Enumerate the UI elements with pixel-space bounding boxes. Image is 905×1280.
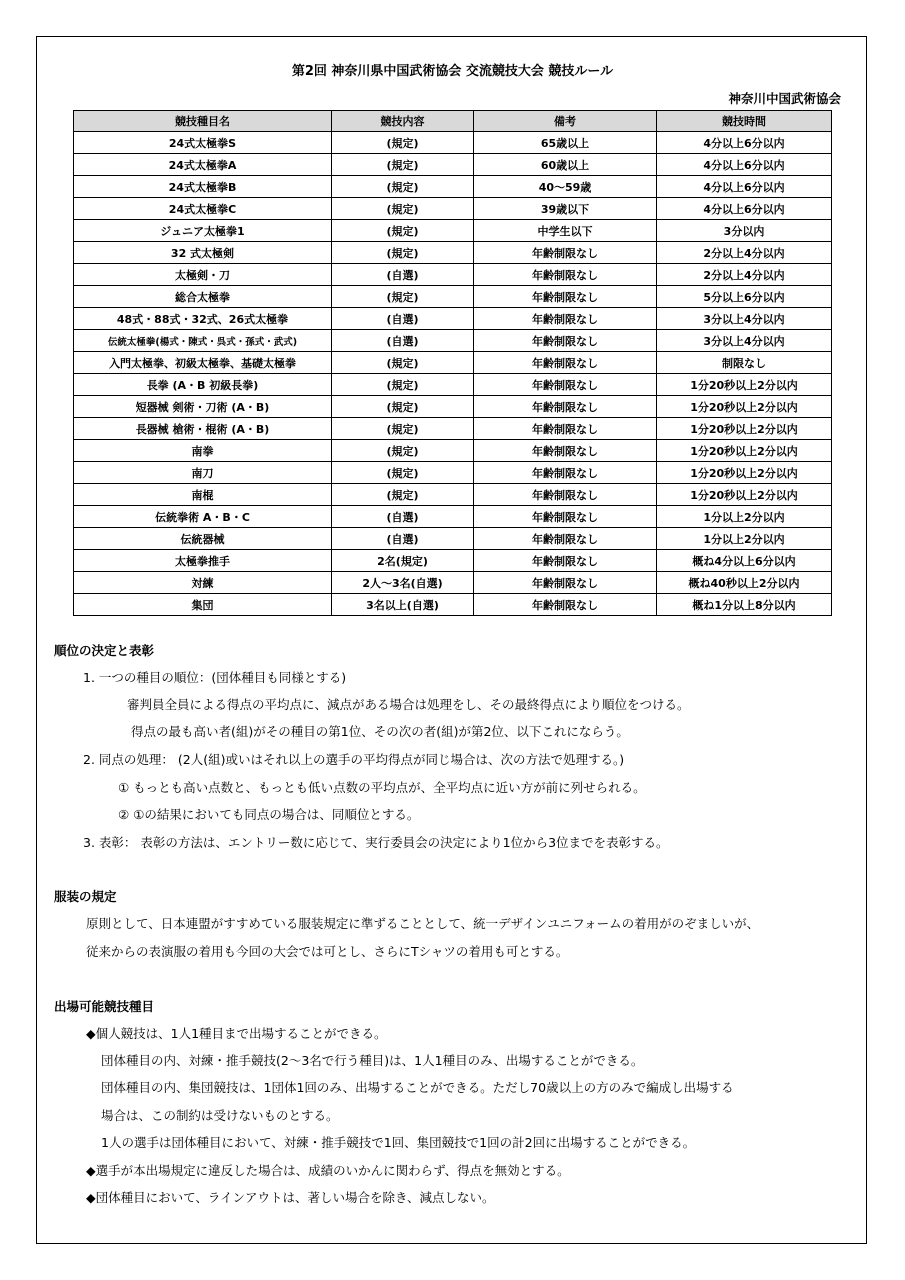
cell-event-name: 長器械 槍術・棍術 (A・B) xyxy=(74,418,332,440)
cell-time: 制限なし xyxy=(657,352,832,374)
cell-event-name: 24式太極拳B xyxy=(74,176,332,198)
cell-event-name: 32 式太極剣 xyxy=(74,242,332,264)
cell-time: 5分以上6分以内 xyxy=(657,286,832,308)
cell-content: (規定) xyxy=(332,418,474,440)
cell-remarks: 65歳以上 xyxy=(474,132,657,154)
cell-event-name: 24式太極拳C xyxy=(74,198,332,220)
cell-remarks: 年齢制限なし xyxy=(474,440,657,462)
cell-remarks: 年齢制限なし xyxy=(474,550,657,572)
eligibility-line-1: 団体種目の内、対練・推手競技(2～3名で行う種目)は、1人1種目のみ、出場することができる。 xyxy=(101,1053,644,1068)
page-title: 第2回 神奈川県中国武術協会 交流競技大会 競技ルール xyxy=(291,64,614,79)
ranking-item-2-sub-2: ② ①の結果においても同点の場合は、同順位とする。 xyxy=(118,807,420,822)
cell-event-name: 太極剣・刀 xyxy=(74,264,332,286)
cell-content: (規定) xyxy=(332,220,474,242)
cell-event-name: 南拳 xyxy=(74,440,332,462)
table-row xyxy=(74,286,832,308)
cell-content: (規定) xyxy=(332,286,474,308)
ranking-item-2: 2. 同点の処理： (2人(組)或いはそれ以上の選手の平均得点が同じ場合は、次の方法で処理する。) xyxy=(83,752,625,767)
cell-content: 3名以上(自選) xyxy=(332,594,474,616)
header-remarks: 備考 xyxy=(474,111,657,132)
ranking-item-1: 1. 一つの種目の順位：(団体種目も同様とする) xyxy=(83,670,347,685)
cell-remarks: 年齢制限なし xyxy=(474,374,657,396)
cell-event-name: ジュニア太極拳1 xyxy=(74,220,332,242)
cell-remarks: 年齢制限なし xyxy=(474,242,657,264)
table-row xyxy=(74,374,832,396)
cell-content: 2人～3名(自選) xyxy=(332,572,474,594)
cell-event-name: 長拳 (A・B 初級長拳) xyxy=(74,374,332,396)
events-table xyxy=(73,110,832,616)
cell-content: (規定) xyxy=(332,484,474,506)
cell-remarks: 年齢制限なし xyxy=(474,594,657,616)
cell-remarks: 年齢制限なし xyxy=(474,286,657,308)
cell-time: 1分20秒以上2分以内 xyxy=(657,396,832,418)
header-content: 競技内容 xyxy=(332,111,474,132)
cell-remarks: 年齢制限なし xyxy=(474,572,657,594)
clothing-line-2: 従来からの表演服の着用も今回の大会では可とし、さらにTシャツの着用も可とする。 xyxy=(86,944,569,959)
cell-remarks: 年齢制限なし xyxy=(474,330,657,352)
cell-time: 3分以上4分以内 xyxy=(657,308,832,330)
eligibility-heading: 出場可能競技種目 xyxy=(54,999,155,1014)
cell-time: 4分以上6分以内 xyxy=(657,198,832,220)
table-row xyxy=(74,154,832,176)
table-row xyxy=(74,264,832,286)
cell-time: 1分以上2分以内 xyxy=(657,506,832,528)
cell-event-name: 48式・88式・32式、26式太極拳 xyxy=(74,308,332,330)
eligibility-line-4: 1人の選手は団体種目において、対練・推手競技で1回、集団競技で1回の計2回に出場することができる。 xyxy=(101,1135,696,1150)
cell-event-name: 短器械 剣術・刀術 (A・B) xyxy=(74,396,332,418)
cell-time: 2分以上4分以内 xyxy=(657,242,832,264)
cell-content: (規定) xyxy=(332,462,474,484)
cell-event-name: 24式太極拳S xyxy=(74,132,332,154)
cell-time: 4分以上6分以内 xyxy=(657,176,832,198)
ranking-heading: 順位の決定と表彰 xyxy=(54,643,155,658)
table-row xyxy=(74,132,832,154)
cell-content: (規定) xyxy=(332,176,474,198)
cell-remarks: 39歳以下 xyxy=(474,198,657,220)
table-row xyxy=(74,418,832,440)
table-row xyxy=(74,220,832,242)
cell-content: (自選) xyxy=(332,308,474,330)
cell-content: (規定) xyxy=(332,198,474,220)
cell-remarks: 40～59歳 xyxy=(474,176,657,198)
clothing-line-1: 原則として、日本連盟がすすめている服装規定に準ずることとして、統一デザインユニフォームの着用がのぞましいが、 xyxy=(86,916,760,931)
cell-event-name: 伝統器械 xyxy=(74,528,332,550)
cell-event-name: 24式太極拳A xyxy=(74,154,332,176)
cell-time: 1分20秒以上2分以内 xyxy=(657,374,832,396)
eligibility-bullet-1: ◆個人競技は、1人1種目まで出場することができる。 xyxy=(86,1026,387,1041)
cell-event-name: 対練 xyxy=(74,572,332,594)
cell-time: 1分20秒以上2分以内 xyxy=(657,418,832,440)
cell-content: (規定) xyxy=(332,440,474,462)
cell-time: 3分以内 xyxy=(657,220,832,242)
eligibility-bullet-3: ◆団体種目において、ラインアウトは、著しい場合を除き、減点しない。 xyxy=(86,1190,495,1205)
cell-time: 2分以上4分以内 xyxy=(657,264,832,286)
table-row xyxy=(74,550,832,572)
cell-time: 4分以上6分以内 xyxy=(657,154,832,176)
table-row xyxy=(74,352,832,374)
table-row xyxy=(74,462,832,484)
eligibility-line-2: 団体種目の内、集団競技は、1団体1回のみ、出場することができる。ただし70歳以上の方のみで編成し出場する xyxy=(101,1080,734,1095)
cell-remarks: 中学生以下 xyxy=(474,220,657,242)
cell-time: 概ね4分以上6分以内 xyxy=(657,550,832,572)
table-row xyxy=(74,440,832,462)
cell-remarks: 年齢制限なし xyxy=(474,506,657,528)
cell-time: 1分20秒以上2分以内 xyxy=(657,484,832,506)
cell-remarks: 年齢制限なし xyxy=(474,308,657,330)
cell-event-name: 南刀 xyxy=(74,462,332,484)
cell-remarks: 年齢制限なし xyxy=(474,352,657,374)
ranking-item-3: 3. 表彰： 表彰の方法は、エントリー数に応じて、実行委員会の決定により1位から3位までを表彰する。 xyxy=(83,835,669,850)
organization-name: 神奈川中国武術協会 xyxy=(728,91,841,106)
cell-content: (規定) xyxy=(332,396,474,418)
table-row xyxy=(74,198,832,220)
cell-remarks: 年齢制限なし xyxy=(474,528,657,550)
table-row xyxy=(74,308,832,330)
cell-content: (自選) xyxy=(332,264,474,286)
cell-time: 1分20秒以上2分以内 xyxy=(657,462,832,484)
cell-remarks: 年齢制限なし xyxy=(474,264,657,286)
table-row xyxy=(74,484,832,506)
cell-time: 4分以上6分以内 xyxy=(657,132,832,154)
cell-content: 2名(規定) xyxy=(332,550,474,572)
ranking-item-1-line-1: 審判員全員による得点の平均点に、減点がある場合は処理をし、その最終得点により順位をつける。 xyxy=(127,697,690,712)
eligibility-line-3: 場合は、この制約は受けないものとする。 xyxy=(101,1108,339,1123)
cell-remarks: 年齢制限なし xyxy=(474,484,657,506)
ranking-item-1-line-2: 得点の最も高い者(組)がその種目の第1位、その次の者(組)が第2位、以下これにならう。 xyxy=(131,724,629,739)
table-row xyxy=(74,594,832,616)
cell-content: (規定) xyxy=(332,352,474,374)
cell-content: (自選) xyxy=(332,330,474,352)
cell-content: (規定) xyxy=(332,154,474,176)
cell-event-name: 入門太極拳、初級太極拳、基礎太極拳 xyxy=(74,352,332,374)
cell-content: (規定) xyxy=(332,242,474,264)
table-row xyxy=(74,396,832,418)
cell-time: 3分以上4分以内 xyxy=(657,330,832,352)
cell-event-name: 伝統拳術 A・B・C xyxy=(74,506,332,528)
cell-content: (規定) xyxy=(332,374,474,396)
table-row xyxy=(74,176,832,198)
cell-content: (自選) xyxy=(332,506,474,528)
cell-time: 1分以上2分以内 xyxy=(657,528,832,550)
table-row xyxy=(74,506,832,528)
header-time: 競技時間 xyxy=(657,111,832,132)
cell-time: 概ね40秒以上2分以内 xyxy=(657,572,832,594)
cell-time: 概ね1分以上8分以内 xyxy=(657,594,832,616)
table-header-row xyxy=(74,111,832,132)
cell-time: 1分20秒以上2分以内 xyxy=(657,440,832,462)
cell-content: (規定) xyxy=(332,132,474,154)
header-event-name: 競技種目名 xyxy=(74,111,332,132)
cell-remarks: 年齢制限なし xyxy=(474,396,657,418)
cell-content: (自選) xyxy=(332,528,474,550)
table-row xyxy=(74,242,832,264)
ranking-item-2-sub-1: ① もっとも高い点数と、もっとも低い点数の平均点が、全平均点に近い方が前に列せられる。 xyxy=(118,780,646,795)
cell-remarks: 年齢制限なし xyxy=(474,418,657,440)
cell-event-name: 伝統太極拳(楊式・陳式・呉式・孫式・武式) xyxy=(74,330,332,352)
cell-event-name: 南棍 xyxy=(74,484,332,506)
cell-remarks: 年齢制限なし xyxy=(474,462,657,484)
table-row xyxy=(74,330,832,352)
eligibility-bullet-2: ◆選手が本出場規定に違反した場合は、成績のいかんに関わらず、得点を無効とする。 xyxy=(86,1163,570,1178)
table-row xyxy=(74,528,832,550)
clothing-heading: 服装の規定 xyxy=(54,889,117,904)
cell-event-name: 集団 xyxy=(74,594,332,616)
table-body xyxy=(74,132,832,616)
table-row xyxy=(74,572,832,594)
cell-remarks: 60歳以上 xyxy=(474,154,657,176)
cell-event-name: 太極拳推手 xyxy=(74,550,332,572)
cell-event-name: 総合太極拳 xyxy=(74,286,332,308)
